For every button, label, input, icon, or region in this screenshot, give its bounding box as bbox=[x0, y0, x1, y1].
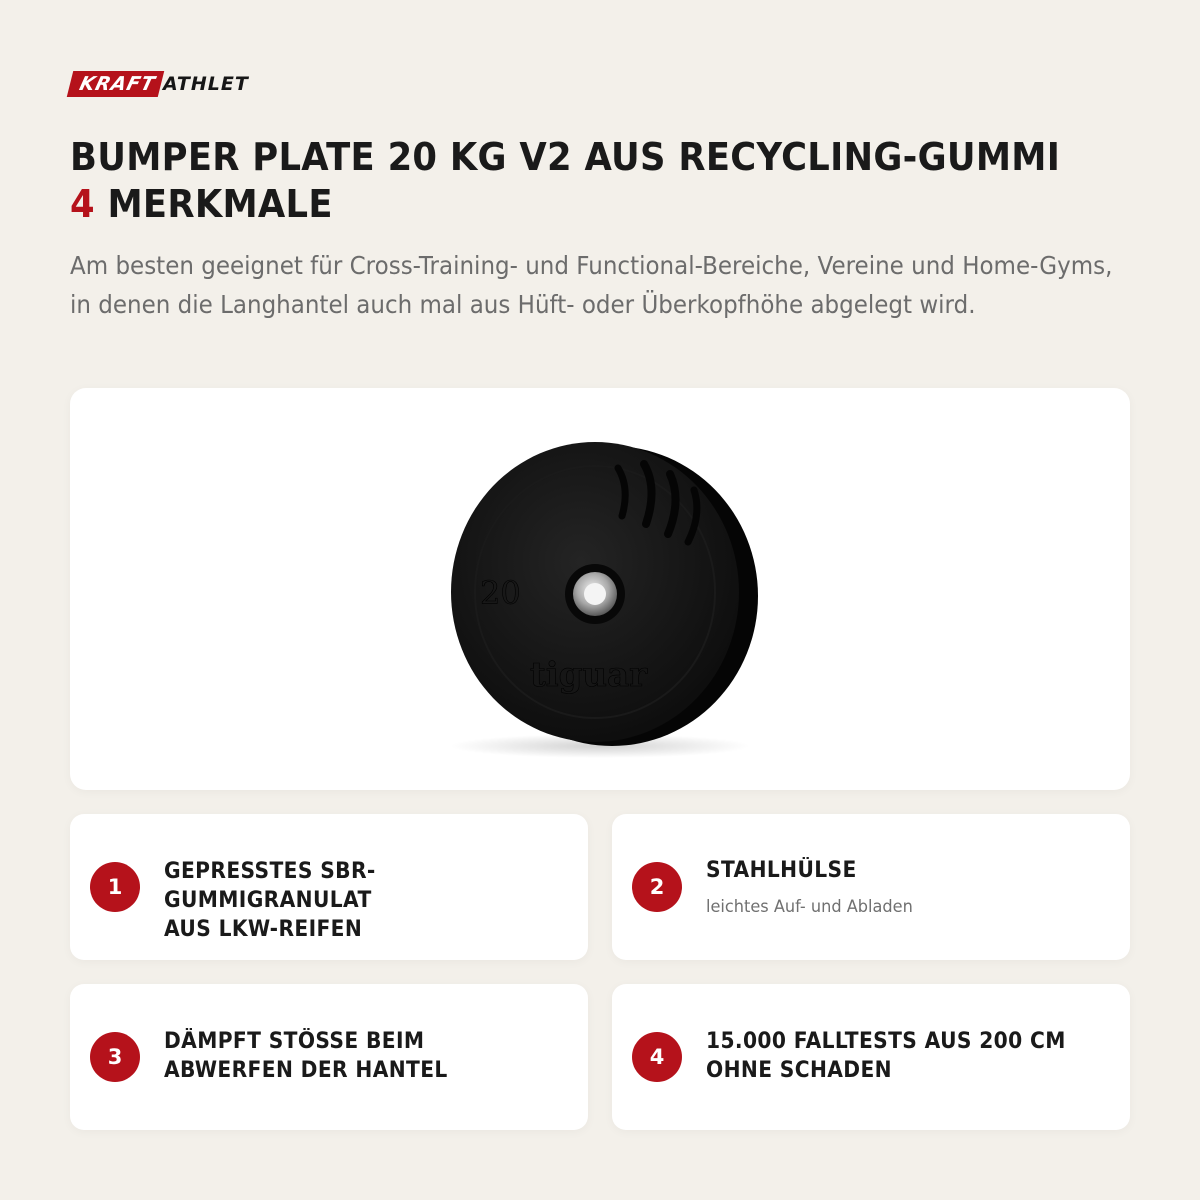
feature-title: 15.000 FALLTESTS AUS 200 CM OHNE SCHADEN bbox=[706, 1029, 1066, 1083]
plate-brand-mark: tiguar bbox=[530, 655, 648, 695]
feature-count: 4 bbox=[70, 182, 95, 226]
feature-title: STAHLHÜLSE bbox=[706, 858, 857, 883]
page-title-line1: BUMPER PLATE 20 KG V2 AUS RECYCLING-GUMMI bbox=[70, 135, 1061, 179]
feature-title: GEPRESSTES SBR-GUMMIGRANULAT AUS LKW-REIFEN bbox=[164, 859, 376, 942]
logo-kraft-text: KRAFT bbox=[67, 71, 164, 97]
intro-text: Am besten geeignet für Cross-Training- und Functional-Bereiche, Vereine und Home-Gyms, in denen die Langhantel auch mal aus Hüft- oder Überkopfhöhe abgelegt wird. bbox=[70, 251, 1113, 319]
feature-title: DÄMPFT STÖSSE BEIM ABWERFEN DER HANTEL bbox=[164, 1029, 448, 1083]
bumper-plate-image bbox=[70, 388, 1130, 790]
feature-card-1 bbox=[70, 814, 588, 960]
feature-number-badge: 3 bbox=[90, 1032, 140, 1082]
feature-subtitle: leichtes Auf- und Abladen bbox=[706, 897, 913, 917]
feature-card-2 bbox=[612, 814, 1130, 960]
feature-number-badge: 4 bbox=[632, 1032, 682, 1082]
product-image-card bbox=[70, 388, 1130, 790]
feature-card-4 bbox=[612, 984, 1130, 1130]
plate-weight-mark: 20 bbox=[480, 574, 521, 612]
sleeve-bore bbox=[584, 583, 606, 605]
feature-card-3 bbox=[70, 984, 588, 1130]
logo-athlet-text: ATHLET bbox=[163, 73, 249, 95]
brand-logo bbox=[70, 70, 249, 98]
page-title bbox=[70, 134, 1074, 228]
page-title-line2: MERKMALE bbox=[94, 182, 333, 226]
feature-number-badge: 2 bbox=[632, 862, 682, 912]
feature-number-badge: 1 bbox=[90, 862, 140, 912]
